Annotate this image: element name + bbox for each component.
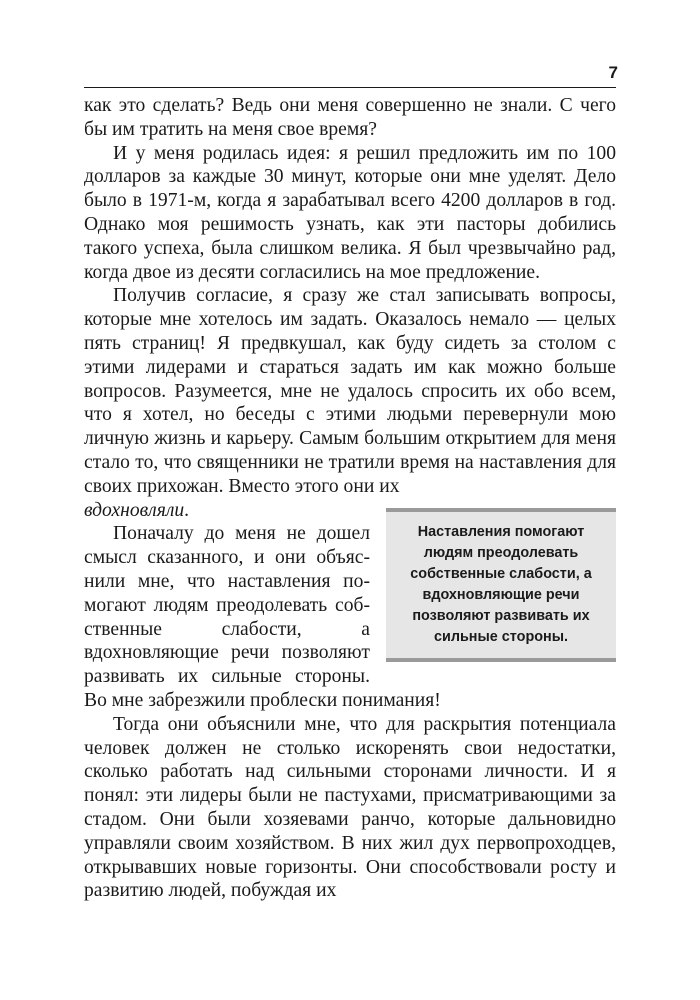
paragraph-3-text: Получив согласие, я сразу же стал записывать вопросы, которые мне хотелось им задать. Оказалось немало — целых пять страниц! Я предвкушал, как буду сидеть за столом с этими лидерами и стараться задать им как можно больше вопросов. Разумеется, мне не удалось спросить их обо всем, что я хотел, но беседы с этими людьми перевернули мою личную жизнь и карьеру. Самым большим открытием для меня стало то, что священники не тратили время на наставления для своих прихожан. Вместо этого они их (84, 285, 616, 497)
paragraph-4: Поначалу до меня не дошел смысл сказанного, и они объяснили мне, что наставления помогают людям преодолевать собственные слабости, а вдохновляющие речи позволяют развивать их сильные стороны. Во мне забрезжили проблески понимания! (84, 523, 441, 711)
paragraph-3-end: . (184, 499, 190, 521)
body-text (84, 94, 616, 903)
paragraph-5: Тогда они объяснили мне, что для раскрытия потенциала человек должен не столько искоренять свои недостатки, сколько работать над сильными сторонами личности. И я понял: эти лидеры были не пастухами, присматривающими за стадом. Они были хозяевами ранчо, которые дальновидно управляли своим хозяйством. В них жил дух первопроходцев, открывавших новые горизонты. Они способствовали росту и развитию людей, побуждая их (84, 713, 616, 902)
italic-word: вдохновляли (84, 499, 185, 521)
header-rule (84, 87, 616, 88)
paragraph-3 (84, 284, 616, 498)
paragraph-2: И у меня родилась идея: я решил предложить им по 100 долларов за каждые 30 минут, которые они мне уделят. Дело было в 1971-м, когда я зарабатывал всего 4200 долларов в год. Однако моя решимость узнать, как эти пасторы добились такого успеха, была слишком велика. Я был чрезвычайно рад, когда двое из десяти согласились на мое предложение. (84, 142, 616, 283)
pullquote-box (386, 508, 616, 662)
pullquote-text: Наставления помогают людям преодолевать собственные слабости, а вдохновляющие речи позволяют развивать их сильные стороны. (410, 523, 592, 645)
paragraph-1: как это сделать? Ведь они меня совершенно не знали. С чего бы им тратить на меня свое время? (84, 95, 616, 140)
page-number: 7 (608, 63, 618, 82)
